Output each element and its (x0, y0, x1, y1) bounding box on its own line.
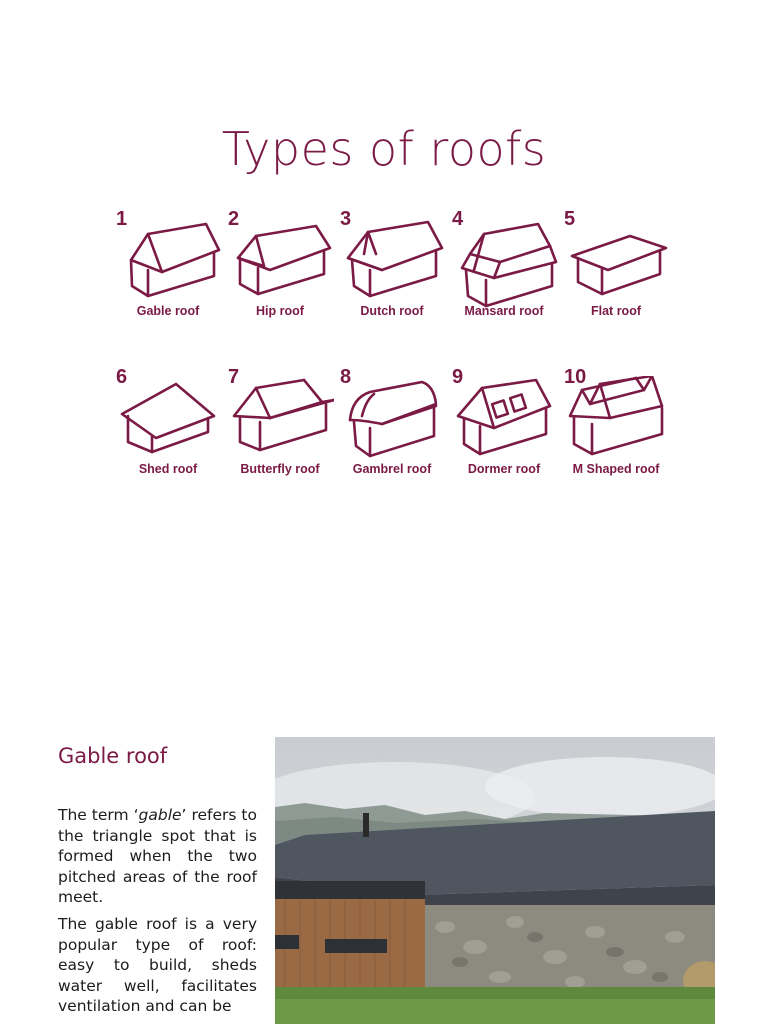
gable-roof-icon (118, 218, 222, 308)
roof-number: 5 (564, 208, 576, 230)
roof-label: Flat roof (591, 304, 641, 318)
roof-label: Gable roof (136, 304, 200, 318)
flat-roof-icon (566, 218, 670, 308)
m-shaped-roof-icon (566, 376, 670, 466)
roof-label: Dormer roof (467, 462, 541, 476)
roof-number: 4 (452, 208, 464, 230)
dormer-roof-icon (454, 376, 558, 466)
roof-type-m-shaped (560, 366, 672, 496)
gable-term: gable (138, 806, 182, 824)
roof-type-flat (560, 208, 672, 338)
roof-type-gambrel (336, 366, 448, 496)
roof-number: 9 (452, 366, 464, 388)
roof-type-hip (224, 208, 336, 338)
roof-label: Butterfly roof (240, 462, 320, 476)
roof-number: 6 (116, 366, 128, 388)
roof-type-gable (112, 208, 224, 338)
roof-label: Hip roof (256, 304, 304, 318)
roof-number: 2 (228, 208, 240, 230)
section-heading: Gable roof (58, 744, 168, 768)
dutch-roof-icon (342, 218, 446, 308)
roof-number: 10 (564, 366, 587, 388)
roof-type-mansard (448, 208, 560, 338)
butterfly-roof-icon (230, 376, 334, 466)
roof-label: M Shaped roof (572, 462, 660, 476)
gambrel-roof-icon (342, 376, 446, 466)
roof-type-butterfly (224, 366, 336, 496)
roof-number: 8 (340, 366, 352, 388)
mansard-roof-icon (454, 218, 558, 308)
paragraph-2: The gable roof is a very popular type of roof: easy to build, sheds water well, facilitates ventilation and can be (58, 914, 257, 1016)
roof-label: Mansard roof (464, 304, 544, 318)
roof-types-grid (112, 208, 672, 488)
roof-number: 3 (340, 208, 352, 230)
page-title: Types of roofs (221, 122, 547, 176)
roof-type-dutch (336, 208, 448, 338)
roof-number: 1 (116, 208, 128, 230)
section-body (58, 805, 257, 1023)
roof-label: Gambrel roof (352, 462, 432, 476)
roof-number: 7 (228, 366, 240, 388)
hip-roof-icon (230, 218, 334, 308)
gable-roof-photo (275, 737, 715, 1024)
roof-type-dormer (448, 366, 560, 496)
roof-type-shed (112, 366, 224, 496)
shed-roof-icon (118, 376, 222, 466)
barn-photo-illustration (275, 737, 715, 1024)
roof-label: Shed roof (138, 462, 198, 476)
roof-label: Dutch roof (360, 304, 424, 318)
paragraph-1: The term ‘gable’ refers to the triangle spot that is formed when the two pitched areas of the roof meet. (58, 806, 257, 907)
